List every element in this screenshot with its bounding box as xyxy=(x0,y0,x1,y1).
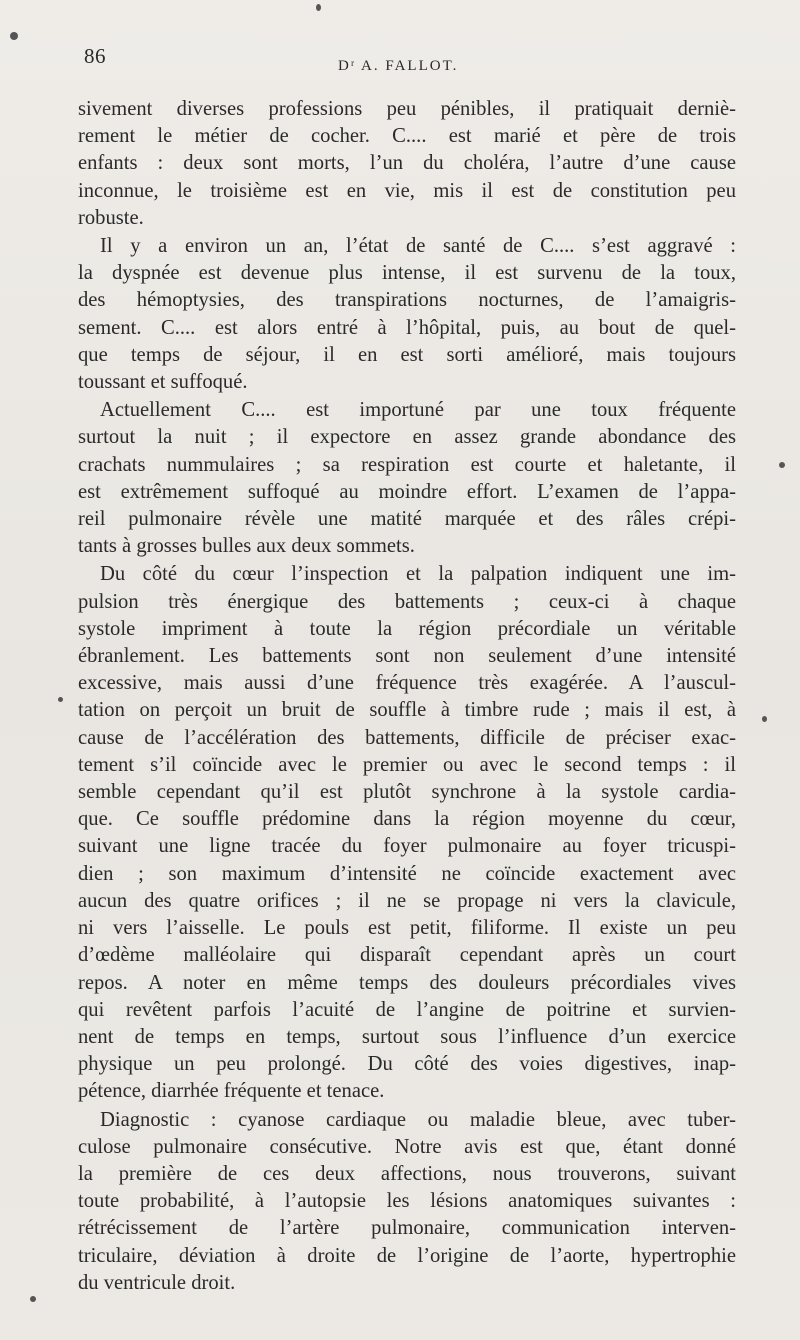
text-line: repos. A noter en même temps des douleurs précordiales vives xyxy=(78,971,736,994)
text-line: Diagnostic : cyanose cardiaque ou maladie bleue, avec tuber- xyxy=(100,1108,736,1131)
page-number: 86 xyxy=(84,44,106,68)
text-line: la première de ces deux affections, nous trouverons, suivant xyxy=(78,1162,736,1185)
print-speck xyxy=(58,697,63,702)
print-speck xyxy=(762,716,767,722)
print-speck xyxy=(10,32,18,40)
paragraph xyxy=(78,1107,736,1297)
text-line: rement le métier de cocher. C.... est marié et père de trois xyxy=(78,125,736,148)
text-line: semble cependant qu’il est plutôt synchrone à la systole cardia- xyxy=(78,781,736,804)
paragraph xyxy=(78,233,736,396)
text-line: culose pulmonaire consécutive. Notre avis est que, étant donné xyxy=(78,1135,736,1158)
text-line: toute probabilité, à l’autopsie les lésions anatomiques suivantes : xyxy=(78,1190,736,1213)
text-line: rétrécissement de l’artère pulmonaire, communication interven- xyxy=(78,1217,736,1240)
text-line: ni vers l’aisselle. Le pouls est petit, filiforme. Il existe un peu xyxy=(78,917,736,940)
text-line: inconnue, le troisième est en vie, mis il est de constitution peu xyxy=(78,179,736,202)
running-head: Dʳ A. FALLOT. xyxy=(338,58,459,74)
text-line: sivement diverses professions peu pénibles, il pratiquait derniè- xyxy=(78,98,736,120)
text-line: cause de l’accélération des battements, difficile de préciser exac- xyxy=(78,726,736,749)
text-line: d’œdème malléolaire qui disparaît cependant après un court xyxy=(78,944,736,967)
text-line: Actuellement C.... est importuné par une toux fréquente xyxy=(100,399,736,422)
text-line: la dyspnée est devenue plus intense, il est survenu de la toux, xyxy=(78,262,736,285)
text-line: tation on perçoit un bruit de souffle à timbre rude ; mais il est, à xyxy=(78,699,736,722)
text-line: du ventricule droit. xyxy=(78,1271,236,1294)
text-line: que temps de séjour, il en est sorti amélioré, mais toujours xyxy=(78,343,736,366)
text-line: pétence, diarrhée fréquente et tenace. xyxy=(78,1080,385,1103)
paragraph xyxy=(78,397,736,560)
text-line: des hémoptysies, des transpirations nocturnes, de l’amaigris- xyxy=(78,289,736,312)
text-line: est extrêmement suffoqué au moindre effort. L’examen de l’appa- xyxy=(78,480,736,503)
text-line: enfants : deux sont morts, l’un du choléra, l’autre d’une cause xyxy=(78,152,736,175)
print-speck xyxy=(779,462,785,468)
text-line: pulsion très énergique des battements ; ceux-ci à chaque xyxy=(78,590,736,613)
print-speck xyxy=(30,1296,36,1302)
text-line: systole impriment à toute la région précordiale un véritable xyxy=(78,617,736,640)
paragraph xyxy=(78,96,736,232)
text-line: sement. C.... est alors entré à l’hôpital, puis, au bout de quel- xyxy=(78,316,736,339)
text-line: aucun des quatre orifices ; il ne se propage ni vers la clavicule, xyxy=(78,889,736,912)
page-header xyxy=(80,44,736,80)
text-line: qui revêtent parfois l’acuité de l’angine de poitrine et survien- xyxy=(78,998,736,1021)
body-text xyxy=(78,96,736,1298)
text-line: excessive, mais aussi d’une fréquence très exagérée. A l’auscul- xyxy=(78,672,736,695)
text-line: robuste. xyxy=(78,206,144,229)
text-line: dien ; son maximum d’intensité ne coïncide exactement avec xyxy=(78,862,736,885)
text-line: tants à grosses bulles aux deux sommets. xyxy=(78,535,415,558)
text-line: physique un peu prolongé. Du côté des voies digestives, inap- xyxy=(78,1053,736,1076)
paragraph xyxy=(78,561,736,1105)
text-line: suivant une ligne tracée du foyer pulmonaire au foyer tricuspi- xyxy=(78,835,736,858)
text-line: que. Ce souffle prédomine dans la région moyenne du cœur, xyxy=(78,808,736,831)
text-line: Il y a environ un an, l’état de santé de C.... s’est aggravé : xyxy=(100,235,736,258)
text-line: surtout la nuit ; il expectore en assez grande abondance des xyxy=(78,426,736,449)
text-line: Du côté du cœur l’inspection et la palpation indiquent une im- xyxy=(100,563,736,586)
text-line: toussant et suffoqué. xyxy=(78,371,248,394)
text-line: ébranlement. Les battements sont non seulement d’une intensité xyxy=(78,645,736,668)
text-line: crachats nummulaires ; sa respiration est courte et haletante, il xyxy=(78,453,736,476)
text-line: reil pulmonaire révèle une matité marquée et des râles crépi- xyxy=(78,508,736,531)
text-line: triculaire, déviation à droite de l’origine de l’aorte, hypertrophie xyxy=(78,1244,736,1267)
text-line: nent de temps en temps, surtout sous l’influence d’un exercice xyxy=(78,1025,736,1048)
text-line: tement s’il coïncide avec le premier ou avec le second temps : il xyxy=(78,753,736,776)
print-speck xyxy=(316,4,321,11)
